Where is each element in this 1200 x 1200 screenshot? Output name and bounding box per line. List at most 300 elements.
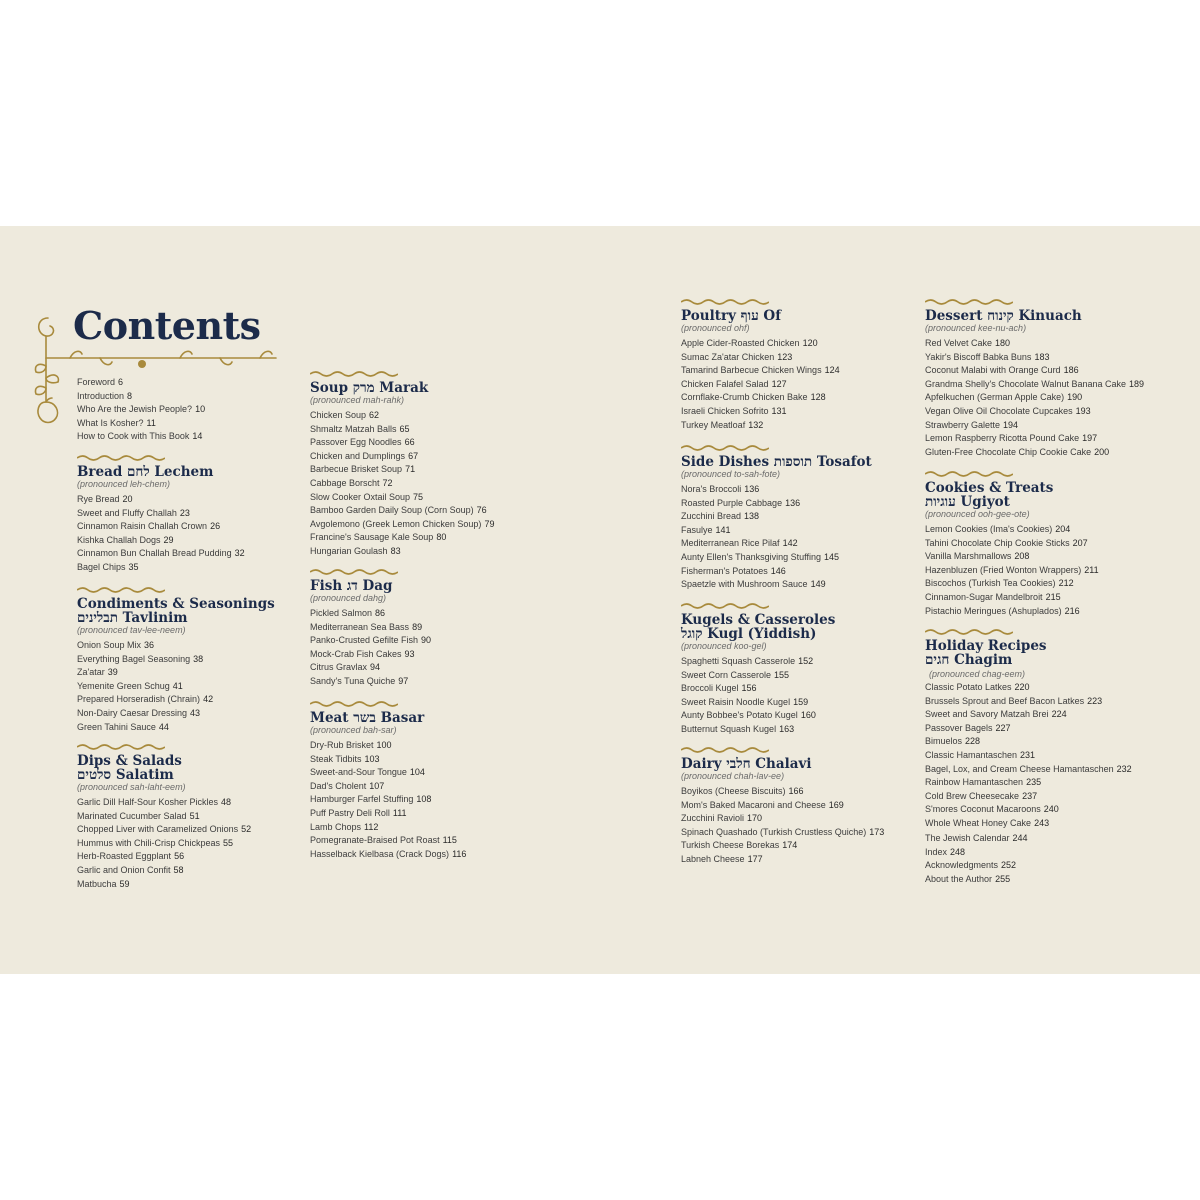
- condiments-pronunciation: (pronounced tav-lee-neem): [77, 625, 186, 635]
- toc-entry-page: 123: [777, 351, 793, 362]
- meat-pronunciation: (pronounced bah-sar): [310, 725, 397, 735]
- wave-divider-icon: [925, 298, 1013, 306]
- toc-entry-page: 116: [452, 848, 467, 859]
- toc-entry: [77, 721, 337, 735]
- toc-entry: [925, 391, 1185, 405]
- toc-entry: [681, 391, 941, 405]
- toc-entry-page: 166: [788, 786, 804, 796]
- toc-entry-title: Foreword: [77, 377, 116, 387]
- toc-entry: [681, 565, 941, 579]
- sides-heading: Side Dishes תוספות Tosafot: [681, 454, 872, 470]
- toc-entry-page: 163: [779, 723, 795, 734]
- toc-entry: [681, 337, 941, 351]
- toc-entry-title: Yemenite Green Schug: [77, 680, 170, 691]
- toc-entry: [925, 446, 1185, 460]
- fish-list: [310, 607, 570, 689]
- toc-entry-title: Matbucha: [77, 878, 117, 889]
- toc-entry-title: Cinnamon Bun Challah Bread Pudding: [77, 548, 232, 559]
- toc-entry-page: 120: [802, 338, 818, 348]
- toc-entry-title: Nora's Broccoli: [681, 484, 742, 494]
- holiday-heading: [925, 639, 1185, 681]
- poultry-list: [681, 337, 941, 432]
- toc-entry-title: Vegan Olive Oil Chocolate Cupcakes: [925, 405, 1073, 416]
- toc-entry-page: 38: [193, 653, 204, 664]
- toc-entry-page: 240: [1043, 804, 1059, 815]
- toc-entry: [925, 722, 1185, 736]
- toc-entry: [925, 846, 1185, 860]
- toc-entry-page: 215: [1045, 591, 1061, 602]
- toc-entry: [77, 390, 337, 404]
- toc-entry-title: Avgolemono (Greek Lemon Chicken Soup): [310, 518, 482, 529]
- meat-heading: Meat בשר Basar: [310, 710, 425, 726]
- wave-divider-icon: [681, 444, 769, 452]
- toc-entry-title: Rye Bread: [77, 494, 120, 504]
- toc-entry-page: 159: [793, 696, 809, 707]
- toc-entry: [681, 696, 941, 710]
- toc-entry-page: 11: [146, 417, 156, 428]
- toc-entry-page: 86: [375, 608, 386, 618]
- toc-entry-title: Sweet and Savory Matzah Brei: [925, 709, 1049, 720]
- toc-entry: [310, 648, 570, 662]
- toc-entry-title: Marinated Cucumber Salad: [77, 810, 187, 821]
- toc-entry-page: 132: [748, 419, 764, 430]
- wave-divider-icon: [310, 568, 398, 576]
- toc-entry: [77, 693, 337, 707]
- toc-entry: [925, 735, 1185, 749]
- toc-entry-page: 220: [1014, 682, 1030, 692]
- toc-entry-page: 72: [382, 477, 393, 488]
- toc-entry-page: 131: [771, 405, 787, 416]
- toc-entry-title: Pickled Salmon: [310, 608, 373, 618]
- toc-entry: [77, 639, 337, 653]
- toc-entry-page: 97: [398, 675, 409, 686]
- toc-entry: [925, 591, 1185, 605]
- toc-entry-title: Tahini Chocolate Chip Cookie Sticks: [925, 537, 1070, 548]
- toc-entry: [681, 826, 941, 840]
- toc-entry: [310, 634, 570, 648]
- toc-entry-page: 35: [128, 561, 139, 572]
- dips-list: [77, 796, 337, 891]
- toc-entry: [310, 766, 570, 780]
- dessert-list: [925, 337, 1185, 459]
- toc-entry-title: Fisherman's Potatoes: [681, 565, 768, 576]
- toc-entry-title: Sweet Corn Casserole: [681, 669, 772, 680]
- toc-entry: [681, 799, 941, 813]
- toc-entry-title: Garlic and Onion Confit: [77, 864, 171, 875]
- toc-entry: [681, 510, 941, 524]
- toc-entry-page: 155: [774, 669, 790, 680]
- meat-section: [310, 700, 570, 861]
- soup-list: [310, 409, 570, 559]
- toc-entry-title: Introduction: [77, 390, 125, 401]
- toc-entry: [77, 561, 337, 575]
- toc-entry-title: Zucchini Ravioli: [681, 813, 745, 824]
- toc-entry-title: Spinach Quashado (Turkish Crustless Quiche): [681, 826, 867, 837]
- dessert-heading: Dessert קינוח Kinuach: [925, 308, 1082, 324]
- toc-entry: [77, 507, 337, 521]
- toc-entry-title: Acknowledgments: [925, 860, 999, 871]
- toc-entry-page: 111: [392, 807, 407, 818]
- sides-pronunciation: (pronounced to-sah-fote): [681, 469, 781, 479]
- wave-divider-icon: [77, 586, 165, 594]
- toc-entry-title: Pomegranate-Braised Pot Roast: [310, 835, 440, 846]
- toc-entry: [77, 850, 337, 864]
- toc-entry-title: Non-Dairy Caesar Dressing: [77, 707, 188, 718]
- toc-entry-title: Hummus with Chili-Crisp Chickpeas: [77, 837, 221, 848]
- toc-entry-title: Dry-Rub Brisket: [310, 740, 374, 750]
- toc-entry: [925, 681, 1185, 695]
- toc-entry-title: Aunty Bobbee's Potato Kugel: [681, 710, 798, 721]
- toc-entry: [310, 531, 570, 545]
- toc-entry: [925, 749, 1185, 763]
- toc-entry: [77, 403, 337, 417]
- toc-entry-title: Kishka Challah Dogs: [77, 534, 161, 545]
- holiday-heading-line2-wrap: [925, 653, 1185, 681]
- toc-entry-title: Cold Brew Cheesecake: [925, 790, 1020, 801]
- toc-entry-page: 212: [1058, 578, 1074, 589]
- wave-divider-icon: [310, 370, 398, 378]
- toc-entry-page: 23: [179, 507, 190, 518]
- toc-entry: [681, 682, 941, 696]
- toc-entry-title: Strawberry Galette: [925, 419, 1001, 430]
- toc-entry: [681, 364, 941, 378]
- toc-entry: [681, 578, 941, 592]
- toc-entry-title: Cornflake-Crumb Chicken Bake: [681, 392, 808, 403]
- toc-entry: [77, 796, 337, 810]
- toc-entry-page: 152: [798, 656, 814, 666]
- toc-entry-title: Slow Cooker Oxtail Soup: [310, 491, 411, 502]
- toc-entry: [681, 669, 941, 683]
- toc-entry-title: Tamarind Barbecue Chicken Wings: [681, 365, 822, 376]
- kugels-pronunciation: (pronounced koo-gel): [681, 641, 767, 651]
- toc-entry: [77, 680, 337, 694]
- toc-entry-title: Yakir's Biscoff Babka Buns: [925, 351, 1032, 362]
- toc-entry: [681, 524, 941, 538]
- toc-entry-title: Mediterranean Rice Pilaf: [681, 538, 780, 549]
- toc-entry-page: 177: [747, 853, 763, 864]
- toc-entry-page: 252: [1001, 860, 1017, 871]
- toc-entry-page: 79: [484, 518, 495, 529]
- toc-entry: [925, 419, 1185, 433]
- toc-entry: [310, 477, 570, 491]
- toc-entry-title: Apple Cider-Roasted Chicken: [681, 338, 800, 348]
- toc-entry-title: Passover Bagels: [925, 722, 993, 733]
- cookies-pronunciation: (pronounced ooh-gee-ote): [925, 509, 1030, 519]
- toc-entry: [925, 859, 1185, 873]
- toc-entry-title: Apfelkuchen (German Apple Cake): [925, 392, 1065, 403]
- toc-entry-page: 75: [413, 491, 424, 502]
- toc-entry-page: 180: [995, 338, 1011, 348]
- wave-divider-icon: [310, 700, 398, 708]
- toc-entry-title: Mom's Baked Macaroni and Cheese: [681, 799, 826, 810]
- toc-entry-title: Dad's Cholent: [310, 780, 367, 791]
- toc-entry-title: Hazenbluzen (Fried Wonton Wrappers): [925, 564, 1082, 575]
- toc-entry: [310, 780, 570, 794]
- toc-entry: [77, 376, 337, 390]
- toc-entry-title: Brussels Sprout and Beef Bacon Latkes: [925, 695, 1085, 706]
- toc-entry-title: How to Cook with This Book: [77, 431, 190, 442]
- toc-entry-page: 207: [1072, 537, 1088, 548]
- toc-entry-page: 197: [1082, 433, 1098, 444]
- toc-entry: [925, 763, 1185, 777]
- toc-entry: [77, 534, 337, 548]
- toc-entry: [310, 436, 570, 450]
- toc-entry-title: Cinnamon-Sugar Mandelbroit: [925, 591, 1043, 602]
- toc-entry-page: 39: [107, 667, 118, 678]
- toc-entry-title: Red Velvet Cake: [925, 338, 993, 348]
- poultry-heading: Poultry עוף Of: [681, 308, 782, 324]
- toc-entry-page: 107: [369, 780, 385, 791]
- toc-entry: [310, 518, 570, 532]
- toc-entry: [77, 653, 337, 667]
- toc-entry-title: Sweet Raisin Noodle Kugel: [681, 696, 791, 707]
- toc-entry-page: 216: [1064, 605, 1080, 616]
- toc-entry-page: 224: [1051, 709, 1067, 720]
- dips-heading-line2: סלטים Salatim: [77, 767, 174, 783]
- poultry-pronunciation: (pronounced ohf): [681, 323, 750, 333]
- toc-entry-title: Mock-Crab Fish Cakes: [310, 648, 402, 659]
- kugels-heading-line2: קוגל Kugl (Yiddish): [681, 626, 817, 642]
- toc-entry: [310, 463, 570, 477]
- toc-entry-page: 227: [995, 722, 1011, 733]
- bread-heading: Bread לחם Lechem: [77, 464, 214, 480]
- toc-entry-title: Hasselback Kielbasa (Crack Dogs): [310, 848, 450, 859]
- toc-entry-page: 42: [203, 694, 214, 705]
- dessert-section: [925, 298, 1185, 459]
- toc-entry: [77, 837, 337, 851]
- toc-entry-page: 32: [234, 548, 245, 559]
- toc-entry: [925, 695, 1185, 709]
- toc-entry-title: Citrus Gravlax: [310, 662, 368, 673]
- toc-entry: [77, 417, 337, 431]
- toc-entry-page: 173: [869, 826, 885, 837]
- toc-entry-title: Classic Hamantaschen: [925, 749, 1018, 760]
- dips-heading: [77, 754, 337, 782]
- toc-entry-title: Chicken Soup: [310, 410, 367, 420]
- dips-section: [77, 743, 337, 891]
- toc-entry: [77, 430, 337, 444]
- toc-entry-page: 138: [744, 511, 760, 522]
- toc-entry-title: Sweet-and-Sour Tongue: [310, 767, 407, 778]
- toc-entry: [310, 807, 570, 821]
- toc-entry-page: 83: [390, 545, 401, 556]
- toc-entry-title: Sandy's Tuna Quiche: [310, 675, 396, 686]
- holiday-heading-line2: חגים Chagim: [925, 652, 1013, 668]
- back-matter-list: [925, 832, 1185, 886]
- toc-entry-page: 186: [1063, 365, 1079, 376]
- dairy-heading: Dairy חלבי Chalavi: [681, 756, 812, 772]
- toc-entry: [925, 708, 1185, 722]
- toc-entry-page: 128: [810, 392, 826, 403]
- toc-entry-title: Za'atar: [77, 667, 105, 678]
- soup-section: [310, 370, 570, 559]
- toc-entry-title: Spaghetti Squash Casserole: [681, 656, 796, 666]
- toc-entry: [310, 409, 570, 423]
- toc-entry-page: 76: [476, 505, 487, 516]
- toc-entry-page: 115: [442, 835, 457, 846]
- toc-entry-title: Biscochos (Turkish Tea Cookies): [925, 578, 1056, 589]
- toc-entry: [310, 607, 570, 621]
- toc-entry-page: 142: [782, 538, 798, 549]
- toc-entry: [310, 848, 570, 862]
- condiments-section: [77, 586, 337, 734]
- toc-entry: [310, 675, 570, 689]
- toc-entry-page: 93: [404, 648, 415, 659]
- toc-entry-page: 51: [189, 810, 200, 821]
- fish-pronunciation: (pronounced dahg): [310, 593, 387, 603]
- condiments-heading-line1: Condiments & Seasonings: [77, 596, 275, 612]
- dips-heading-line1: Dips & Salads: [77, 753, 182, 769]
- toc-entry-page: 67: [408, 450, 419, 461]
- bread-list: [77, 493, 337, 575]
- toc-entry: [681, 812, 941, 826]
- toc-entry: [925, 832, 1185, 846]
- toc-entry: [925, 378, 1185, 392]
- toc-entry-title: Bimuelos: [925, 736, 963, 747]
- fish-heading: Fish דג Dag: [310, 578, 393, 594]
- toc-entry-title: Labneh Cheese: [681, 853, 745, 864]
- toc-entry: [77, 666, 337, 680]
- toc-entry-page: 43: [190, 707, 201, 718]
- wave-divider-icon: [925, 470, 1013, 478]
- toc-entry: [681, 839, 941, 853]
- toc-entry-title: Zucchini Bread: [681, 511, 742, 522]
- toc-entry: [77, 810, 337, 824]
- holiday-list: [925, 681, 1185, 831]
- toc-entry: [925, 803, 1185, 817]
- toc-entry-title: Lemon Cookies (Ima's Cookies): [925, 524, 1053, 534]
- toc-entry-page: 136: [744, 484, 760, 494]
- toc-entry: [681, 351, 941, 365]
- kugels-heading: [681, 613, 941, 641]
- toc-entry-title: Classic Potato Latkes: [925, 682, 1012, 692]
- toc-entry-page: 66: [404, 437, 415, 448]
- toc-entry-page: 124: [824, 365, 840, 376]
- toc-entry: [681, 537, 941, 551]
- contents-title: Contents: [73, 303, 261, 348]
- toc-entry-title: Lamb Chops: [310, 821, 362, 832]
- toc-entry-page: 29: [163, 534, 174, 545]
- dairy-section: [681, 746, 941, 867]
- toc-entry-title: S'mores Coconut Macaroons: [925, 804, 1041, 815]
- intro-list: [77, 376, 337, 444]
- toc-entry: [310, 504, 570, 518]
- toc-entry-page: 170: [747, 813, 763, 824]
- toc-entry-title: Spaetzle with Mushroom Sauce: [681, 579, 808, 590]
- toc-entry-page: 244: [1012, 833, 1028, 843]
- toc-entry-title: Broccoli Kugel: [681, 683, 739, 694]
- toc-entry-title: Fasulye: [681, 524, 713, 535]
- toc-entry-page: 80: [436, 532, 447, 543]
- toc-entry-title: Herb-Roasted Eggplant: [77, 851, 172, 862]
- toc-entry-title: The Jewish Calendar: [925, 833, 1010, 843]
- toc-entry-title: Sweet and Fluffy Challah: [77, 507, 177, 518]
- toc-entry-title: Barbecue Brisket Soup: [310, 464, 403, 475]
- toc-entry-page: 58: [173, 864, 184, 875]
- cookies-heading: [925, 481, 1185, 509]
- toc-entry-page: 62: [369, 410, 380, 420]
- toc-entry-page: 183: [1034, 351, 1050, 362]
- toc-entry-title: Butternut Squash Kugel: [681, 723, 777, 734]
- toc-entry-title: Bagel Chips: [77, 561, 126, 572]
- toc-entry-title: Vanilla Marshmallows: [925, 551, 1012, 562]
- kugels-list: [681, 655, 941, 737]
- toc-entry-page: 94: [370, 662, 381, 673]
- toc-entry: [925, 564, 1185, 578]
- toc-entry: [925, 351, 1185, 365]
- toc-entry-title: Boyikos (Cheese Biscuits): [681, 786, 786, 796]
- toc-entry: [310, 753, 570, 767]
- toc-entry-title: Passover Egg Noodles: [310, 437, 402, 448]
- toc-entry-page: 243: [1034, 817, 1050, 828]
- toc-entry-title: What Is Kosher?: [77, 417, 144, 428]
- toc-entry-page: 136: [785, 497, 801, 508]
- toc-entry-title: Roasted Purple Cabbage: [681, 497, 783, 508]
- toc-entry-title: Mediterranean Sea Bass: [310, 621, 410, 632]
- toc-entry-title: Shmaltz Matzah Balls: [310, 423, 397, 434]
- toc-entry-page: 141: [715, 524, 731, 535]
- toc-entry-page: 26: [210, 521, 221, 532]
- toc-entry-title: Coconut Malabi with Orange Curd: [925, 365, 1061, 376]
- toc-entry-page: 104: [409, 767, 425, 778]
- toc-entry-title: Hamburger Farfel Stuffing: [310, 794, 414, 805]
- toc-entry-page: 211: [1084, 564, 1099, 575]
- toc-entry-title: Index: [925, 846, 948, 857]
- toc-entry: [925, 605, 1185, 619]
- intro-section: [77, 376, 337, 444]
- toc-entry: [681, 655, 941, 669]
- toc-entry-page: 10: [195, 404, 206, 415]
- meat-list: [310, 739, 570, 861]
- toc-entry-page: 255: [995, 873, 1011, 884]
- toc-entry: [681, 853, 941, 867]
- toc-entry: [925, 873, 1185, 887]
- sides-list: [681, 483, 941, 592]
- back-matter-section: [925, 832, 1185, 886]
- toc-entry: [925, 364, 1185, 378]
- toc-entry-title: Prepared Horseradish (Chrain): [77, 694, 201, 705]
- wave-divider-icon: [681, 746, 769, 754]
- toc-entry: [925, 790, 1185, 804]
- dessert-pronunciation: (pronounced kee-nu-ach): [925, 323, 1027, 333]
- toc-entry-title: Steak Tidbits: [310, 753, 362, 764]
- toc-entry-title: Onion Soup Mix: [77, 640, 142, 650]
- toc-entry: [681, 419, 941, 433]
- toc-entry-page: 200: [1094, 446, 1110, 457]
- toc-entry-title: Chicken Falafel Salad: [681, 378, 769, 389]
- toc-entry-title: Chopped Liver with Caramelized Onions: [77, 824, 239, 835]
- cookies-list: [925, 523, 1185, 618]
- toc-entry-title: Gluten-Free Chocolate Chip Cookie Cake: [925, 446, 1092, 457]
- book-spread: [0, 226, 1200, 974]
- toc-entry-title: Green Tahini Sauce: [77, 721, 156, 732]
- wave-divider-icon: [681, 602, 769, 610]
- toc-entry: [681, 551, 941, 565]
- toc-entry-page: 65: [399, 423, 410, 434]
- toc-entry-page: 208: [1014, 551, 1030, 562]
- toc-entry-title: Turkish Cheese Borekas: [681, 840, 780, 851]
- toc-entry-title: Cabbage Borscht: [310, 477, 380, 488]
- wave-divider-icon: [77, 454, 165, 462]
- toc-entry-page: 156: [741, 683, 757, 694]
- soup-heading: Soup מרק Marak: [310, 380, 429, 396]
- bread-pronunciation: (pronounced leh-chem): [77, 479, 171, 489]
- toc-entry-title: Garlic Dill Half-Sour Kosher Pickles: [77, 797, 219, 807]
- toc-entry-page: 174: [782, 840, 798, 851]
- toc-entry-page: 160: [800, 710, 816, 721]
- toc-entry: [310, 834, 570, 848]
- toc-entry-page: 232: [1116, 763, 1132, 774]
